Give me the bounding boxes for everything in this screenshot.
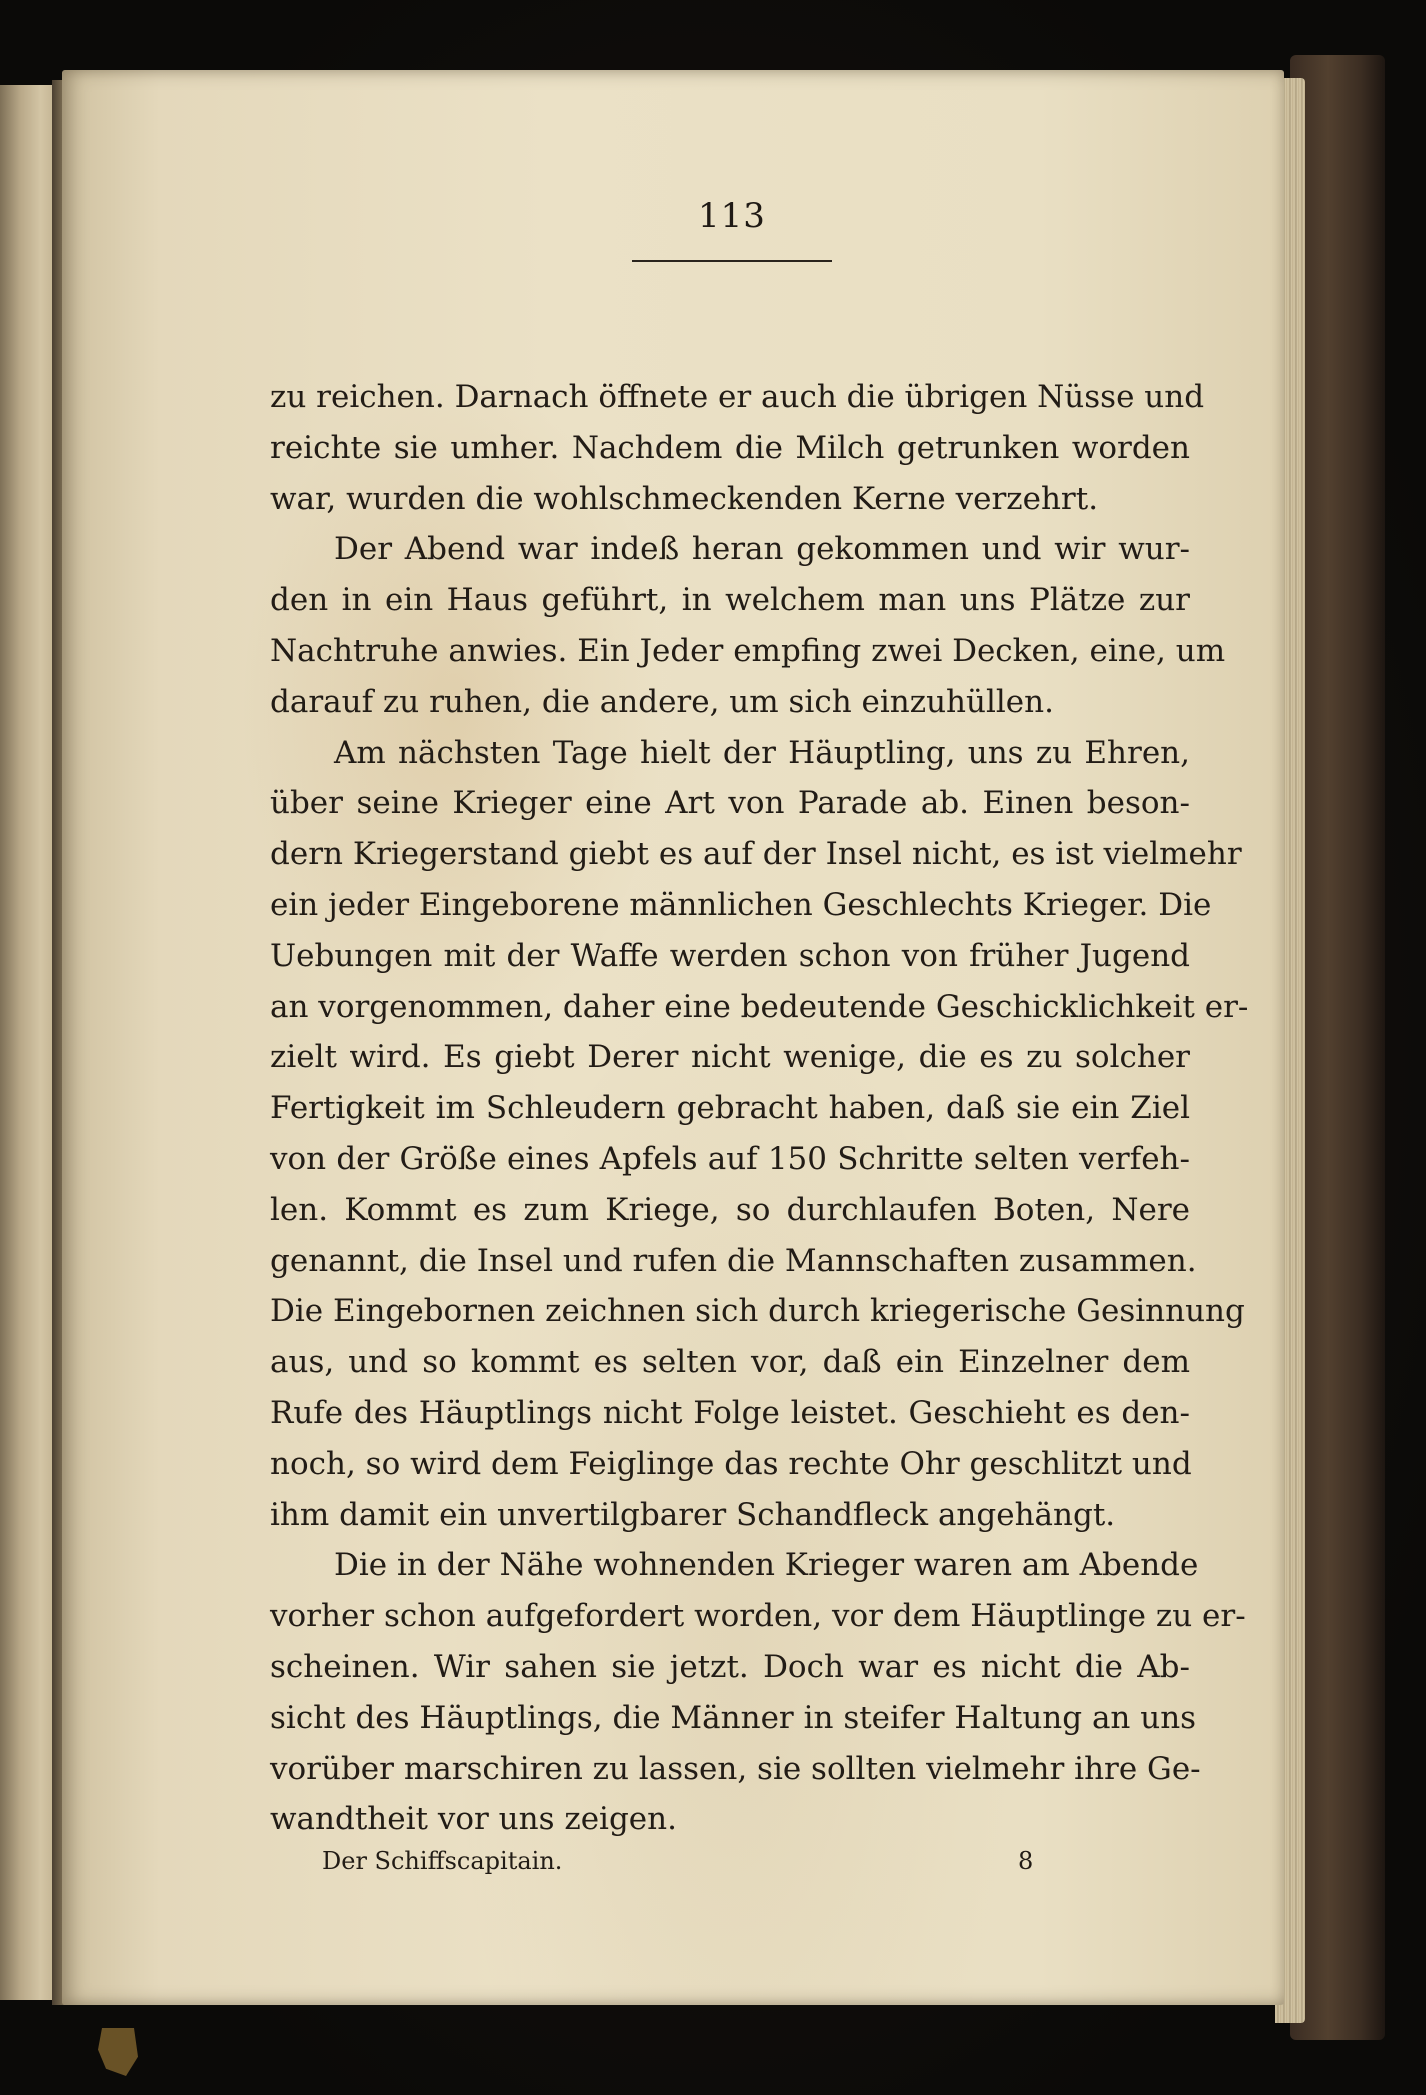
running-title: Der Schiffscapitain. — [322, 1847, 563, 1875]
text-line: Die Eingebornen zeichnen sich durch kriegerische Gesinnung — [270, 1293, 1245, 1330]
bookmark-ribbon — [98, 2028, 138, 2076]
header-rule — [632, 260, 832, 262]
text-line: über seine Krieger eine Art von Parade ab. Einen beson- — [270, 785, 1190, 822]
text-line: Am nächsten Tage hielt der Häuptling, uns zu Ehren, — [334, 734, 1190, 771]
text-line: Nachtruhe anwies. Ein Jeder empfing zwei Decken, eine, um — [270, 632, 1226, 669]
text-line: genannt, die Insel und rufen die Mannschaften zusammen. — [270, 1242, 1197, 1279]
page-footer — [270, 1847, 1190, 1887]
page-body — [270, 372, 1249, 1845]
text-line: dern Kriegerstand giebt es auf der Insel nicht, es ist vielmehr — [270, 836, 1242, 873]
body-text — [270, 372, 1249, 1845]
book-page — [62, 70, 1284, 2005]
text-line: den in ein Haus geführt, in welchem man uns Plätze zur — [270, 582, 1190, 619]
text-line: zielt wird. Es giebt Derer nicht wenige, die es zu solcher — [270, 1039, 1190, 1076]
text-line: Uebungen mit der Waffe werden schon von früher Jugend — [270, 937, 1190, 974]
text-line: an vorgenommen, daher eine bedeutende Geschicklichkeit er- — [270, 988, 1249, 1025]
text-line: Fertigkeit im Schleudern gebracht haben, daß sie ein Ziel — [270, 1090, 1190, 1127]
text-line: wandtheit vor uns zeigen. — [270, 1801, 677, 1838]
text-line: ein jeder Eingeborene männlichen Geschlechts Krieger. Die — [270, 886, 1212, 923]
signature-mark: 8 — [1018, 1847, 1034, 1875]
text-line: noch, so wird dem Feiglinge das rechte Ohr geschlitzt und — [270, 1445, 1192, 1482]
text-line: vorüber marschiren zu lassen, sie sollten vielmehr ihre Ge- — [270, 1750, 1201, 1787]
text-line: von der Größe eines Apfels auf 150 Schritte selten verfeh- — [270, 1140, 1190, 1177]
text-line: Die in der Nähe wohnenden Krieger waren am Abende — [334, 1547, 1199, 1584]
text-line: zu reichen. Darnach öffnete er auch die übrigen Nüsse und — [270, 379, 1205, 415]
text-line: Rufe des Häuptlings nicht Folge leistet. Geschieht es den- — [270, 1394, 1190, 1431]
text-line: darauf zu ruhen, die andere, um sich einzuhüllen. — [270, 683, 1054, 720]
text-line: aus, und so kommt es selten vor, daß ein Einzelner dem — [270, 1344, 1190, 1381]
text-line: vorher schon aufgefordert worden, vor dem Häuptlinge zu er- — [270, 1598, 1246, 1635]
text-line: reichte sie umher. Nachdem die Milch getrunken worden — [270, 429, 1190, 466]
text-line: scheinen. Wir sahen sie jetzt. Doch war es nicht die Ab- — [270, 1648, 1190, 1685]
facing-page — [0, 85, 58, 2000]
text-line: len. Kommt es zum Kriege, so durchlaufen Boten, Nere — [270, 1191, 1190, 1228]
text-line: ihm damit ein unvertilgbarer Schandfleck angehängt. — [270, 1496, 1116, 1533]
text-line: sicht des Häuptlings, die Männer in steifer Haltung an uns — [270, 1699, 1197, 1736]
page-number: 113 — [698, 196, 766, 236]
text-line: Der Abend war indeß heran gekommen und wir wur- — [334, 531, 1190, 568]
text-line: war, wurden die wohlschmeckenden Kerne verzehrt. — [270, 480, 1099, 517]
